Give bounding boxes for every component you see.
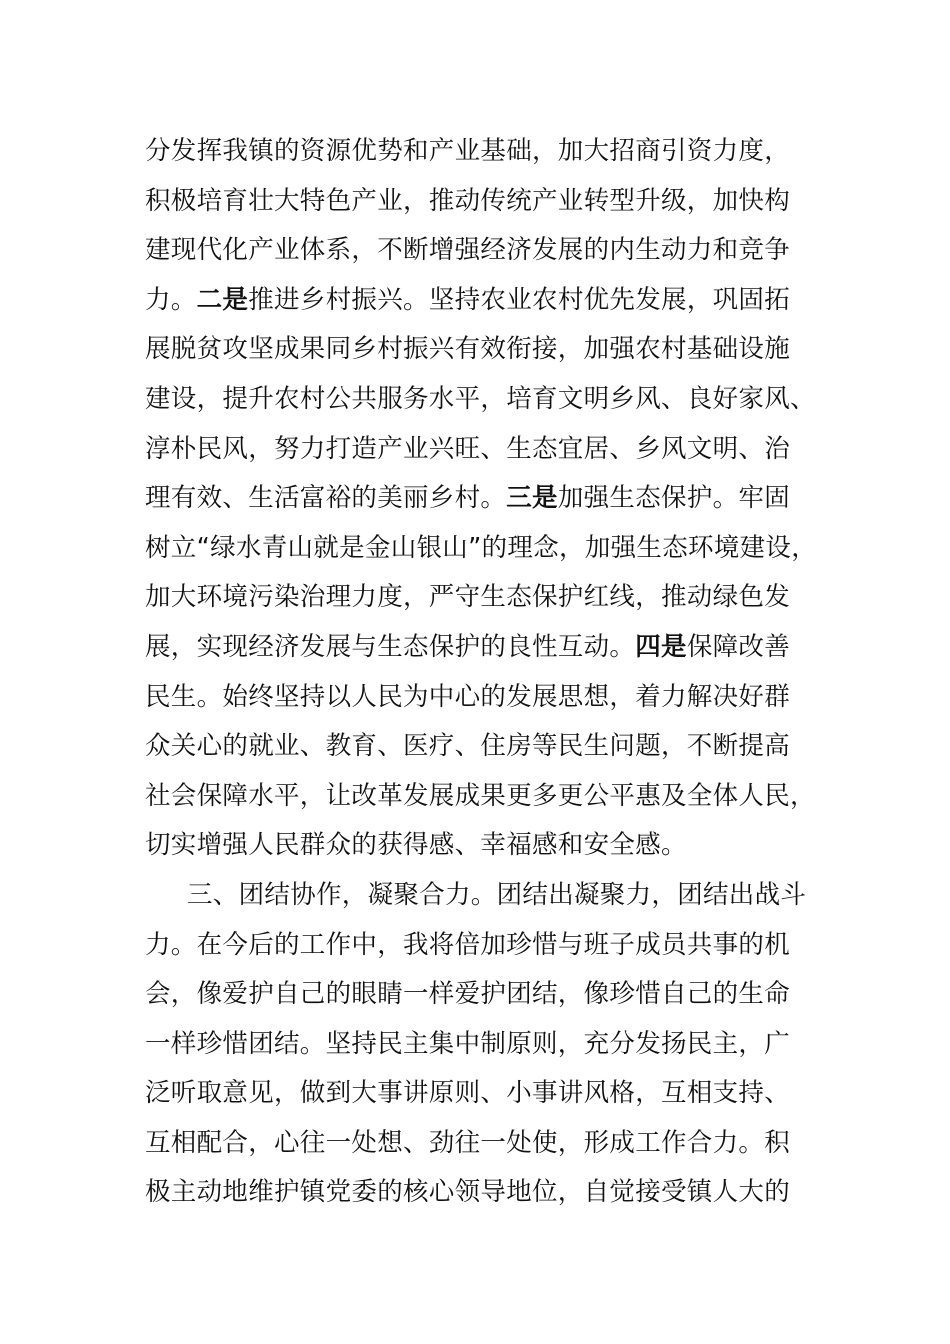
bold-ordinal: 三是 (506, 483, 558, 514)
text-run: 社会保障水平，让改革发展成果更多更公平惠及全体人民， (145, 780, 816, 811)
text-line (145, 226, 815, 276)
text-line (145, 1119, 815, 1169)
text-line (145, 325, 815, 375)
text-run: 加大环境污染治理力度，严守生态保护红线，推动绿色发 (145, 582, 791, 613)
text-line (145, 524, 818, 574)
text-line (145, 1069, 815, 1119)
text-line (145, 276, 815, 326)
text-line (145, 722, 815, 772)
text-line (145, 474, 815, 524)
document-body (145, 127, 818, 1218)
text-line (145, 375, 815, 425)
text-line (145, 623, 815, 673)
text-run: 建设，提升农村公共服务水平，培育文明乡风、良好家风、 (145, 383, 816, 414)
text-run: 众关心的就业、教育、医疗、住房等民生问题，不断提高 (145, 731, 791, 762)
text-run: 民生。始终坚持以人民为中心的发展思想，着力解决好群 (145, 681, 791, 712)
text-run: 展，实现经济发展与生态保护的良性互动。 (145, 631, 636, 662)
text-line (145, 921, 815, 971)
text-run: 淳朴民风，努力打造产业兴旺、生态宜居、乡风文明、治 (145, 433, 791, 464)
text-run: 力。 (145, 284, 197, 315)
bold-ordinal: 二是 (196, 284, 249, 315)
text-run: 保障改善 (686, 631, 791, 662)
text-line (145, 772, 815, 822)
text-run: 一样珍惜团结。坚持民主集中制原则，充分发扬民主，广 (145, 1028, 791, 1059)
text-line (145, 177, 815, 227)
text-line (145, 425, 815, 475)
paragraph-heading-line (145, 871, 815, 921)
text-run: 积极培育壮大特色产业，推动传统产业转型升级，加快构 (145, 185, 791, 216)
text-line (145, 821, 815, 871)
text-line (145, 970, 815, 1020)
text-run: 分发挥我镇的资源优势和产业基础，加大招商引资力度， (145, 136, 791, 166)
text-line (145, 1168, 815, 1218)
text-run: 力。在今后的工作中，我将倍加珍惜与班子成员共事的机 (145, 929, 791, 960)
text-run: 极主动地维护镇党委的核心领导地位，自觉接受镇人大的 (145, 1177, 791, 1208)
text-line (145, 1020, 815, 1070)
text-run: 建现代化产业体系，不断增强经济发展的内生动力和竞争 (145, 235, 791, 266)
text-run: 树立“绿水青山就是金山银山”的理念，加强生态环境建设， (145, 532, 818, 563)
text-run: 会，像爱护自己的眼睛一样爱护团结，像珍惜自己的生命 (145, 979, 791, 1010)
text-line (145, 673, 815, 723)
text-run: 泛听取意见，做到大事讲原则、小事讲风格，互相支持、 (145, 1078, 791, 1109)
text-run: 展脱贫攻坚成果同乡村振兴有效衔接，加强农村基础设施 (145, 334, 791, 365)
bold-ordinal: 四是 (635, 631, 687, 662)
text-run: 推进乡村振兴。坚持农业农村优先发展，巩固拓 (248, 284, 791, 315)
text-run: 三、团结协作，凝聚合力。团结出凝聚力，团结出战斗 (187, 879, 807, 910)
text-run: 互相配合，心往一处想、劲往一处使，形成工作合力。积 (145, 1127, 791, 1158)
text-line (145, 127, 815, 177)
text-run: 切实增强人民群众的获得感、幸福感和安全感。 (145, 830, 687, 861)
text-run: 加强生态保护。牢固 (557, 483, 791, 514)
text-line (145, 573, 815, 623)
text-run: 理有效、生活富裕的美丽乡村。 (145, 483, 507, 514)
